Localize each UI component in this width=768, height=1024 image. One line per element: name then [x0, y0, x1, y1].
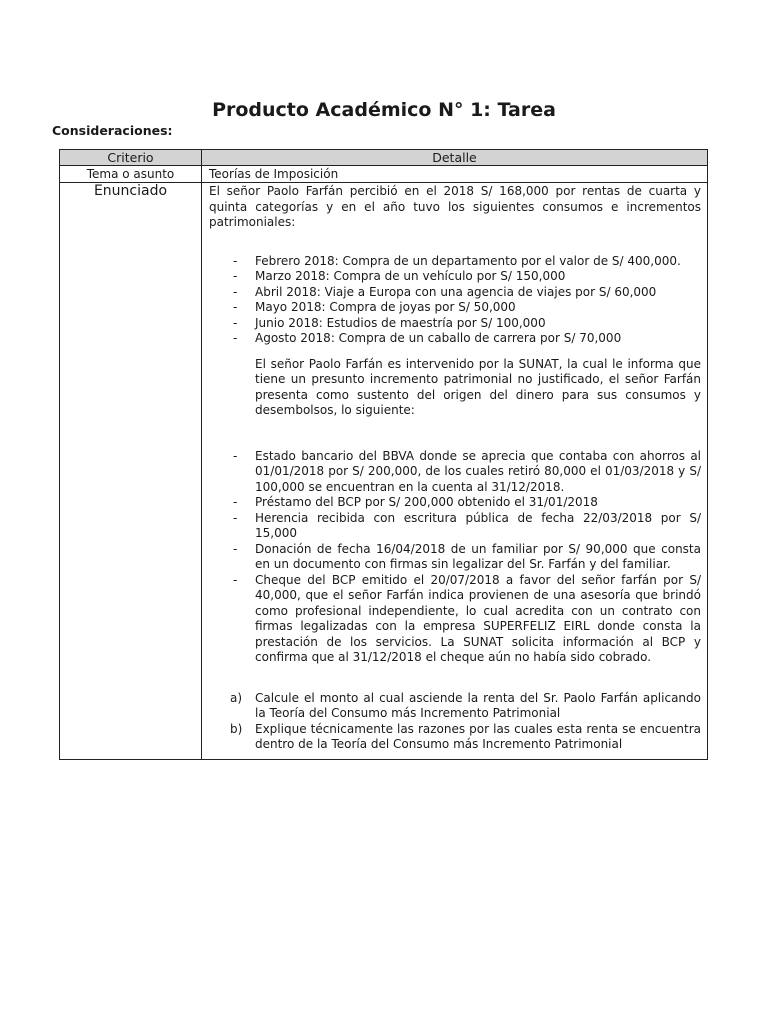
tema-value: Teorías de Imposición: [202, 166, 708, 183]
list-item: - Préstamo del BCP por S/ 200,000 obtenido el 31/01/2018: [233, 495, 598, 509]
consumos-list: [209, 254, 701, 347]
tema-label: Tema o asunto: [60, 166, 202, 183]
table-header-row: [60, 150, 708, 166]
intro-paragraph: El señor Paolo Farfán percibió en el 2018 S/ 168,000 por rentas de cuarta y quinta categorías y en el año tuvo los siguientes consumos e incrementos patrimoniales:: [209, 184, 701, 229]
enunciado-label: Enunciado: [60, 183, 202, 760]
questions-list: [209, 691, 701, 753]
list-item: - Marzo 2018: Compra de un vehículo por S/ 150,000: [233, 269, 566, 283]
question-item: a) Calcule el monto al cual asciende la renta del Sr. Paolo Farfán aplicando la Teoría del Consumo más Incremento Patrimonial: [230, 690, 701, 720]
table-row-tema: [60, 166, 708, 183]
list-item: - Donación de fecha 16/04/2018 de un familiar por S/ 90,000 que consta en un documento con firmas sin legalizar del Sr. Farfán y del familiar.: [233, 541, 701, 571]
list-item: - Mayo 2018: Compra de joyas por S/ 50,000: [233, 300, 516, 314]
list-item: - Abril 2018: Viaje a Europa con una agencia de viajes por S/ 60,000: [233, 284, 657, 299]
table-row-enunciado: [60, 183, 708, 760]
list-item: - Estado bancario del BBVA donde se aprecia que contaba con ahorros al 01/01/2018 por S/ 200,000, de los cuales retiró 80,000 el 01/03/2018 y S/ 100,000 se encuentran en la cuenta al 31/12/2018.: [233, 448, 701, 494]
considerations-table: [59, 149, 708, 760]
list-item: - Cheque del BCP emitido el 20/07/2018 a favor del señor farfán por S/ 40,000, que el señor Farfán indica provienen de una asesoría que brindó como profesional independiente, lo cual acredita con un contrato con firmas legalizadas con la empresa SUPERFELIZ EIRL donde consta la prestación de los servicios. La SUNAT solicita información al BCP y confirma que al 31/12/2018 el cheque aún no había sido cobrado.: [233, 572, 701, 664]
list-item: - Agosto 2018: Compra de un caballo de carrera por S/ 70,000: [233, 331, 622, 345]
list-item: - Junio 2018: Estudios de maestría por S/ 100,000: [233, 315, 546, 330]
enunciado-detail: [202, 183, 708, 760]
considerations-label: Consideraciones:: [52, 123, 173, 138]
question-item: b) Explique técnicamente las razones por las cuales esta renta se encuentra dentro de la Teoría del Consumo más Incremento Patrimonial: [230, 721, 701, 751]
list-item: - Febrero 2018: Compra de un departamento por el valor de S/ 400,000.: [233, 253, 681, 268]
page-title: Producto Académico N° 1: Tarea: [212, 99, 556, 121]
header-detalle: Detalle: [202, 150, 708, 166]
sunat-paragraph: El señor Paolo Farfán es intervenido por la SUNAT, la cual le informa que tiene un presunto incremento patrimonial no justificado, el señor Farfán presenta como sustento del origen del dinero para sus consumos y desembolsos, lo siguiente:: [255, 356, 701, 417]
list-item: - Herencia recibida con escritura pública de fecha 22/03/2018 por S/ 15,000: [233, 510, 701, 540]
sustentos-list: [209, 449, 701, 666]
header-criterio: Criterio: [60, 150, 202, 166]
